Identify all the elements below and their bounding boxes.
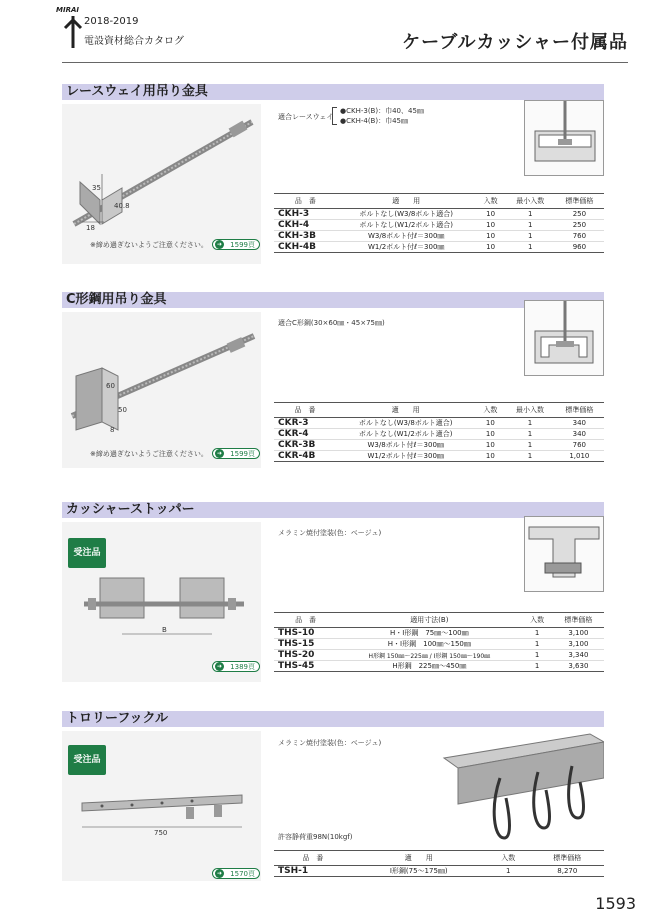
table-row: [274, 440, 604, 451]
cell: 1: [506, 242, 555, 253]
product-code: THS-10: [274, 628, 337, 639]
table-row: [274, 628, 604, 639]
page-reference-link[interactable]: ➜ 1599頁: [212, 448, 260, 459]
table-row: [274, 418, 604, 429]
dim-label: 18: [86, 224, 95, 232]
product-photo-ckr: [62, 312, 261, 468]
cell: 1: [505, 451, 554, 462]
col-header: 適 用: [352, 851, 486, 866]
table-row: [274, 661, 604, 672]
table-row: [274, 220, 604, 231]
header-divider: [62, 62, 628, 63]
page-reference-link[interactable]: ➜ 1599頁: [212, 239, 260, 250]
price: 3,100: [553, 639, 604, 650]
table-row: [274, 639, 604, 650]
price: 760: [555, 440, 604, 451]
product-table-ckr: [274, 402, 604, 462]
product-code: THS-20: [274, 650, 337, 661]
price: 960: [555, 242, 604, 253]
section-title-stopper: カッシャーストッパー: [62, 502, 604, 518]
caution-note: ※締め過ぎないようご注意ください。: [90, 241, 208, 249]
cell: 10: [475, 429, 505, 440]
table-row: [274, 650, 604, 661]
cell: H形鋼 150㎜～225㎜ / I形鋼 150㎜～190㎜: [337, 650, 521, 661]
made-to-order-badge: 受注品: [68, 745, 106, 775]
col-header: 入数: [476, 194, 506, 209]
spec-label: 適合レースウェイ: [278, 113, 334, 121]
price: 3,340: [553, 650, 604, 661]
cell: ボルトなし(W1/2ボルト適合): [337, 220, 476, 231]
col-header: 品 番: [274, 613, 337, 628]
col-header: 品 番: [274, 403, 336, 418]
col-header: 最小入数: [506, 194, 555, 209]
col-header: 入数: [522, 613, 553, 628]
dim-label: 8: [110, 426, 115, 434]
table-row: [274, 242, 604, 253]
price: 1,010: [555, 451, 604, 462]
catalog-name: 電設資材総合カタログ: [84, 36, 184, 47]
spec-line: ●CKH-4(B)：巾45㎜: [340, 117, 409, 125]
dim-label: 35: [92, 184, 101, 192]
col-header: 標準価格: [555, 194, 604, 209]
page-reference-link[interactable]: ➜ 1570頁: [212, 868, 260, 879]
spec-line: ●CKH-3(B)：巾40、45㎜: [340, 107, 424, 115]
load-spec: 許容静荷重98N(10kgf): [278, 833, 353, 841]
col-header: 適 用: [337, 194, 476, 209]
cell: 10: [476, 242, 506, 253]
installation-diagram: [524, 100, 604, 176]
table-row: [274, 429, 604, 440]
cell: W1/2ボルト付ℓ＝300㎜: [336, 451, 475, 462]
dim-label: B: [162, 626, 167, 634]
table-row: [274, 209, 604, 220]
dim-label: 50: [118, 406, 127, 414]
product-code: CKR-4B: [274, 451, 336, 462]
cell: ボルトなし(W3/8ボルト適合): [336, 418, 475, 429]
product-table-ckh: [274, 193, 604, 253]
product-code: CKH-3: [274, 209, 337, 220]
product-code: CKH-3B: [274, 231, 337, 242]
spec-label: 適合C形鋼(30×60㎜・45×75㎜): [278, 319, 385, 327]
cell: 1: [522, 661, 553, 672]
cell: 1: [506, 209, 555, 220]
cell: 1: [522, 650, 553, 661]
table-row: [274, 231, 604, 242]
installation-diagram: [524, 516, 604, 592]
price: 3,630: [553, 661, 604, 672]
col-header: 標準価格: [531, 851, 604, 866]
price: 250: [555, 209, 604, 220]
page-title: ケーブルカッシャー付属品: [402, 32, 628, 53]
product-code: THS-15: [274, 639, 337, 650]
col-header: 適用寸法(B): [337, 613, 521, 628]
cell: H・I形鋼 100㎜～150㎜: [337, 639, 521, 650]
cell: 1: [522, 639, 553, 650]
col-header: 適 用: [336, 403, 475, 418]
price: 250: [555, 220, 604, 231]
section-title-raceway-hanger: レースウェイ用吊り金具: [62, 84, 604, 100]
caution-note: ※締め過ぎないようご注意ください。: [90, 450, 208, 458]
cell: ボルトなし(W1/2ボルト適合): [336, 429, 475, 440]
page-number: 1593: [595, 894, 636, 913]
cell: 1: [505, 440, 554, 451]
brand-logo: [62, 10, 84, 50]
product-code: CKH-4: [274, 220, 337, 231]
cell: W1/2ボルト付ℓ＝300㎜: [337, 242, 476, 253]
catalog-year: 2018-2019: [84, 16, 139, 27]
installation-diagram: [524, 300, 604, 376]
product-code: CKR-3: [274, 418, 336, 429]
cell: 1: [486, 866, 531, 877]
dim-label: 60: [106, 382, 115, 390]
product-table-tsh: [274, 850, 604, 877]
brand-name: MIRAI: [56, 6, 79, 14]
made-to-order-badge: 受注品: [68, 538, 106, 568]
col-header: 標準価格: [553, 613, 604, 628]
product-code: CKR-3B: [274, 440, 336, 451]
col-header: 入数: [486, 851, 531, 866]
cell: 1: [505, 429, 554, 440]
product-code: THS-45: [274, 661, 337, 672]
cell: 10: [476, 220, 506, 231]
col-header: 入数: [475, 403, 505, 418]
cell: 1: [522, 628, 553, 639]
price: 8,270: [531, 866, 604, 877]
product-code: CKR-4: [274, 429, 336, 440]
spec-bracket: [332, 107, 337, 125]
col-header: 最小入数: [505, 403, 554, 418]
cell: 1: [506, 231, 555, 242]
price: 340: [555, 429, 604, 440]
product-table-ths: [274, 612, 604, 672]
col-header: 品 番: [274, 194, 337, 209]
cell: 1: [505, 418, 554, 429]
cell: 10: [475, 451, 505, 462]
cell: 10: [476, 231, 506, 242]
page-reference-link[interactable]: ➜ 1389頁: [212, 661, 260, 672]
dim-label: 40.8: [114, 202, 130, 210]
cell: I形鋼(75～175㎜): [352, 866, 486, 877]
installation-diagram: [440, 728, 604, 848]
cell: H・I形鋼 75㎜～100㎜: [337, 628, 521, 639]
cell: ボルトなし(W3/8ボルト適合): [337, 209, 476, 220]
col-header: 品 番: [274, 851, 352, 866]
cell: 1: [506, 220, 555, 231]
cell: 10: [476, 209, 506, 220]
product-code: TSH-1: [274, 866, 352, 877]
table-row: [274, 866, 604, 877]
cell: 10: [475, 418, 505, 429]
table-row: [274, 451, 604, 462]
cell: 10: [475, 440, 505, 451]
price: 760: [555, 231, 604, 242]
cell: W3/8ボルト付ℓ＝300㎜: [337, 231, 476, 242]
cell: H形鋼 225㎜～450㎜: [337, 661, 521, 672]
cell: W3/8ボルト付ℓ＝300㎜: [336, 440, 475, 451]
section-title-c-channel-hanger: C形鋼用吊り金具: [62, 292, 604, 308]
spec-label: メラミン焼付塗装(色：ベージュ): [278, 529, 382, 537]
price: 340: [555, 418, 604, 429]
section-title-trolley-hook: トロリーフックル: [62, 711, 604, 727]
dim-label: 750: [154, 829, 168, 837]
col-header: 標準価格: [555, 403, 604, 418]
spec-label: メラミン焼付塗装(色：ベージュ): [278, 739, 382, 747]
price: 3,100: [553, 628, 604, 639]
product-code: CKH-4B: [274, 242, 337, 253]
